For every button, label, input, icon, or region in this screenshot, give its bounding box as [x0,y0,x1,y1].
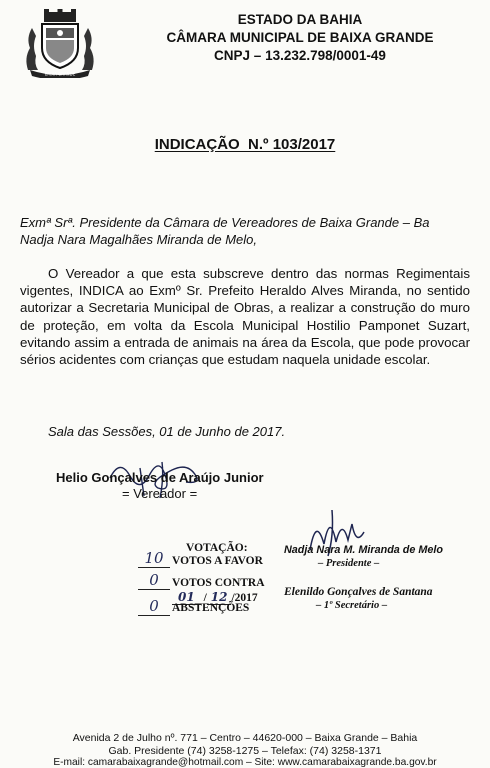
secretary-name: Elenildo Gonçalves de Santana [284,586,433,598]
voting-date-month: 12 [207,590,232,605]
councilor-role: = Vereador = [122,486,198,501]
footer-phones: Gab. Presidente (74) 3258-1275 – Telefax: (74) 3258-1371 [108,745,382,757]
abstentions-count: 0 [138,597,170,616]
voting-date-year: /2017 [231,592,258,604]
voting-date-day: 01 [172,590,201,605]
dateline: Sala das Sessões, 01 de Junho de 2017. [48,424,286,439]
president-role: – Presidente – [318,558,380,569]
secretary-role: – 1º Secretário – [316,600,388,611]
voting-date: 01 / 12 /2017 [172,590,258,604]
president-name: Nadja Nara M. Miranda de Melo [284,544,443,556]
municipal-crest-icon [22,8,98,78]
header-cnpj: CNPJ – 13.232.798/0001-49 [214,48,386,63]
header-chamber: CÂMARA MUNICIPAL DE BAIXA GRANDE [166,30,434,45]
abstentions-label: ABSTENÇÕES [172,602,250,614]
document-title [0,136,490,153]
voting-title: VOTAÇÃO: [186,542,248,554]
salutation-line-1: Exmª Srª. Presidente da Câmara de Vereadores de Baixa Grande – Ba [20,215,430,230]
votes-for-label: VOTOS A FAVOR [172,555,263,567]
footer-address: Avenida 2 de Julho nº. 771 – Centro – 44620-000 – Baixa Grande – Bahia [72,732,418,744]
votes-against-label: VOTOS CONTRA [172,577,265,589]
councilor-name: Helio Gonçalves de Araújo Junior [56,470,264,485]
svg-text:BAIXA GRANDE: BAIXA GRANDE [44,71,76,77]
header-state: ESTADO DA BAHIA [237,12,363,27]
votes-for-count: 10 [138,549,170,568]
indication-body: O Vereador a que esta subscreve dentro das normas Regimentais vigentes, INDICA ao Exmº Sr. Prefeito Heraldo Alves Miranda, no sentido autorizar a Secretaria Municipal de Obras, a realizar a construção do muro de proteção, em volta da Escola Municipal Hostilio Pamponet Suzart, evitando assim a entrada de animais na área da Escola, que pode provocar sérios acidentes com crianças que estudam naquela unidade escolar. [20,266,470,368]
salutation-line-2: Nadja Nara Magalhães Miranda de Melo, [20,232,258,247]
votes-against-count: 0 [138,571,170,590]
document-title-text: INDICAÇÃO N.º 103/2017 [154,136,336,153]
footer-contact: E-mail: camarabaixagrande@hotmail.com – Site: www.camarabaixagrande.ba.gov.br [53,757,437,768]
